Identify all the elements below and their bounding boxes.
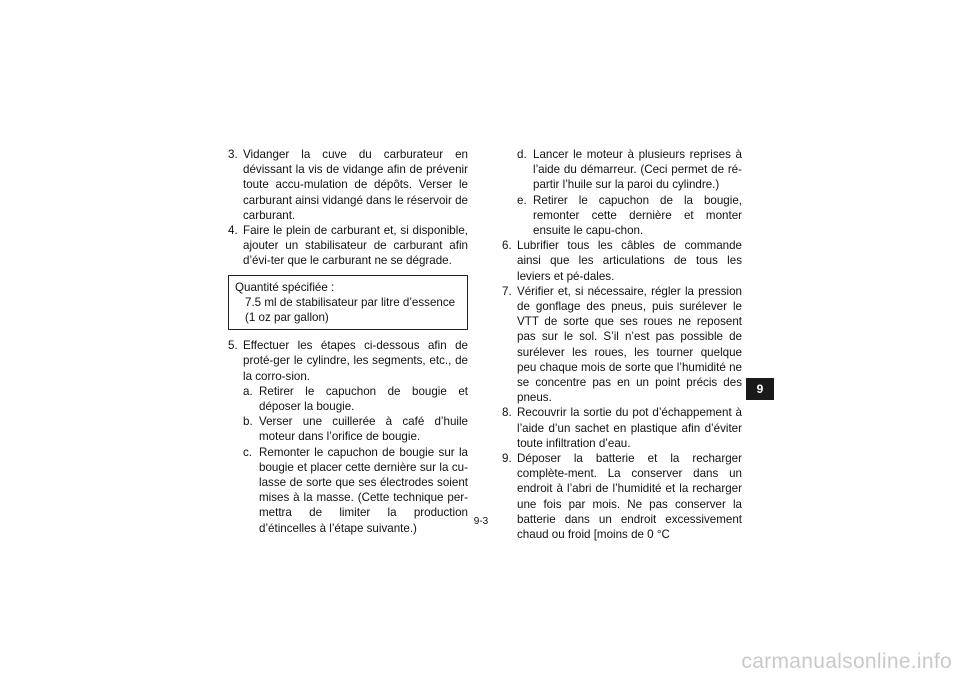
spec-value: 7.5 ml de stabilisateur par litre d’essence (1 oz par gallon): [245, 295, 456, 325]
step-6: [502, 238, 742, 284]
step-text: Vidanger la cuve du carburateur en dévissant la vis de vidange afin de prévenir toute accu-mulation de dépôts. Verser le carburant ainsi vidangé dans le réservoir de carburant.: [243, 148, 468, 222]
step-5: [228, 338, 468, 384]
step-text: Lubrifier tous les câbles de commande ainsi que les articulations de tous les leviers et pé-dales.: [517, 239, 742, 283]
step-9: [502, 451, 742, 542]
substep-letter: e.: [517, 193, 527, 207]
watermark: carmanualsonline.info: [741, 650, 952, 673]
substep-letter: c.: [243, 445, 253, 459]
substep-text: Lancer le moteur à plusieurs reprises à l’aide du démarreur. (Ceci permet de ré-partir l’huile sur la paroi du cylindre.): [533, 148, 742, 192]
step-5e: [502, 193, 742, 239]
substep-letter: a.: [243, 384, 253, 398]
substep-text: Verser une cuillerée à café d’huile moteur dans l’orifice de bougie.: [259, 415, 468, 444]
right-column: [502, 147, 742, 542]
specified-quantity-box: [228, 275, 468, 331]
step-text: Recouvrir la sortie du pot d’échappement à l’aide d’un sachet en plastique afin d’éviter toute infiltration d’eau.: [517, 406, 742, 450]
spec-label: Quantité spécifiée :: [235, 280, 335, 294]
step-5b: [228, 414, 468, 444]
step-number: 5.: [228, 339, 238, 353]
step-7: [502, 284, 742, 406]
step-3: [228, 147, 468, 223]
substep-text: Retirer le capuchon de la bougie, remonter cette dernière et monter ensuite le capu-chon.: [533, 193, 742, 238]
substep-letter: d.: [517, 148, 527, 161]
substep-letter: b.: [243, 415, 253, 429]
step-number: 9.: [502, 452, 512, 466]
step-5c: [228, 445, 468, 536]
chapter-tab: 9: [746, 378, 774, 400]
left-column: [228, 147, 468, 536]
step-8: [502, 405, 742, 451]
page-number: 9-3: [473, 516, 489, 527]
step-5d: [502, 147, 742, 193]
step-number: 3.: [228, 148, 238, 161]
substep-text: Retirer le capuchon de bougie et déposer la bougie.: [259, 384, 468, 414]
step-text: Déposer la batterie et la recharger complète-ment. La conserver dans un endroit à l’abri de l’humidité et la recharger une fois par mois. Ne pas conserver la batterie dans un endroit excessivement chaud ou froid [moins de 0 °C: [517, 452, 742, 542]
step-text: Vérifier et, si nécessaire, régler la pression de gonflage des pneus, puis surélever le VTT de sorte que ses roues ne reposent pas sur le sol. S’il n’est pas possible de surélever les roues, les tourner quelque peu chaque mois de sorte que l’humidité ne se concentre pas en un point précis des pneus.: [517, 284, 742, 405]
step-text: Effectuer les étapes ci-dessous afin de proté-ger le cylindre, les segments, etc., de la corro-sion.: [243, 339, 468, 383]
step-number: 7.: [502, 284, 512, 298]
step-number: 6.: [502, 239, 512, 253]
substep-text: Remonter le capuchon de bougie sur la bougie et placer cette dernière sur la cu-lasse de sorte que ses électrodes soient mises à la masse. (Cette technique per-mettra de limiter la production d’étincelles à l’étape suivante.): [259, 445, 468, 535]
step-text: Faire le plein de carburant et, si disponible, ajouter un stabilisateur de carburant afin d’évi-ter que le carburant ne se dégrade.: [243, 224, 468, 268]
step-4: [228, 223, 468, 269]
step-number: 8.: [502, 406, 512, 420]
step-number: 4.: [228, 224, 238, 238]
step-5a: [228, 384, 468, 414]
